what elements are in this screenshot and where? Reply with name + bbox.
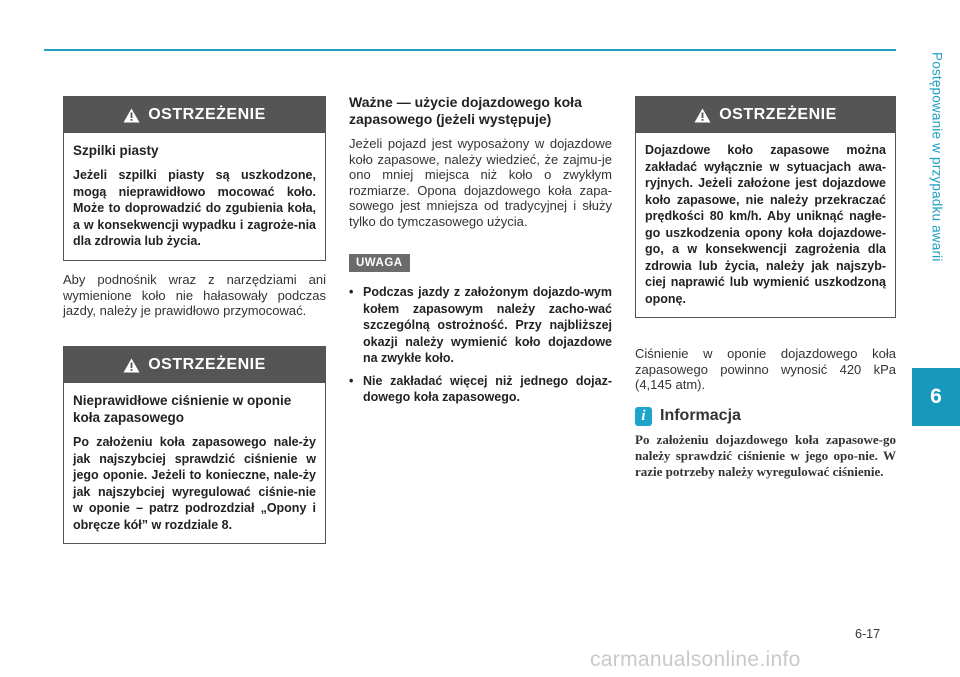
list-item [349,373,612,406]
warning-text: Dojazdowe koło zapasowe można zakładać wyłącznie w sytuacjach awa-ryjnych. Jeżeli założone jest dojazdowe koło zapasowe, nie należy przekraczać prędkości 80 km/h. Aby uniknąć nagłe-go uszkodzenia opony koła dojazdowe-go, a w konsekwencji zagrożenia dla zdrowia lub życia, należy jak najszyb-ciej naprawić lub wymienić uszkodzoną oponę. [645,143,886,306]
column-right [635,96,896,480]
warning-triangle-icon [694,108,711,123]
warning-text: Po założeniu koła zapasowego nale-ży jak najszybciej sprawdzić ciśnienie w jego oponie. Jeżeli to konieczne, nale-ży jak najszybciej wyregulować ciśnie-nie w oponie – patrz podrozdział „Opony i obręcze kół” w rozdziale 8. [73,435,316,532]
info-header [635,407,896,426]
chapter-tab[interactable]: 6 [912,368,960,426]
bullet-icon: • [349,373,354,388]
warning-body [64,383,325,543]
info-icon: i [635,407,652,426]
warning-triangle-icon [123,108,140,123]
warning-heading: OSTRZEŻENIE [719,106,837,123]
compact-spare-paragraph: Jeżeli pojazd jest wyposażony w dojazdowe koło zapasowe, należy wiedzieć, że zajmu-je ono mniej miejsca niż koło o zwykłym rozmiarze. Opona dojazdowego koła zapa-sowego jest mniejsza od tradycyjnej i służy tylko do tymczasowego użycia. [349,136,612,229]
info-text: Po założeniu dojazdowego koła zapasowe-go należy sprawdzić ciśnienie w jego opo-nie. W razie potrzeby należy wyregulować ciśnienie. [635,431,896,479]
header-rule [44,49,896,51]
warning-header [636,97,895,133]
warning-body [64,133,325,260]
pressure-paragraph: Ciśnienie w oponie dojazdowego koła zapasowego powinno wynosić 420 kPa (4,145 atm). [635,346,896,392]
warning-box-pressure [63,346,326,544]
caution-badge: UWAGA [349,254,410,272]
warning-header [64,97,325,133]
jack-paragraph: Aby podnośnik wraz z narzędziami ani wymienione koło nie hałasowały podczas jazdy, należy je prawidłowo przymocować. [63,272,326,318]
jack-paragraph-block [63,272,326,319]
warning-subtitle: Nieprawidłowe ciśnienie w oponie koła zapasowego [73,393,292,425]
section-side-title [925,52,949,352]
section-title-text: Postępowanie w przypadku awarii [929,52,945,262]
info-box [635,407,896,480]
bullet-icon: • [349,285,354,299]
page-number: 6-17 [855,627,881,641]
warning-text: Jeżeli szpilki piasty są uszkodzone, mogą nieprawidłowo mocować koło. Może to doprowadzić do zgubienia koła, a w konsekwencji wypadku i zagroże-nia dla zdrowia lub życia. [73,168,316,248]
warning-box-compact-spare [635,96,896,318]
warning-header [64,347,325,383]
column-middle [349,94,612,412]
warning-subtitle: Szpilki piasty [73,143,159,158]
caution-list [349,284,612,406]
info-title: Informacja [660,407,741,424]
warning-triangle-icon [123,358,140,373]
compact-spare-heading: Ważne — użycie dojazdowego koła zapasowego (jeżeli występuje) [349,94,582,127]
column-left [63,96,326,261]
warning-body [636,133,895,317]
list-item [349,284,612,367]
watermark-text: carmanualsonline.info [590,648,801,671]
warning-heading: OSTRZEŻENIE [148,356,266,373]
warning-heading: OSTRZEŻENIE [148,106,266,123]
column-left-lower [63,346,326,544]
warning-box-hub-bolts [63,96,326,261]
list-item-text: Podczas jazdy z założonym dojazdo-wym kołem zapasowym należy zacho-wać szczególną ostrożność. Przy najbliższej okazji należy wymienić koło dojazdowe na zwykłe koło. [363,285,612,365]
list-item-text: Nie zakładać więcej niż jednego dojaz-dowego koła zapasowego. [363,373,612,404]
